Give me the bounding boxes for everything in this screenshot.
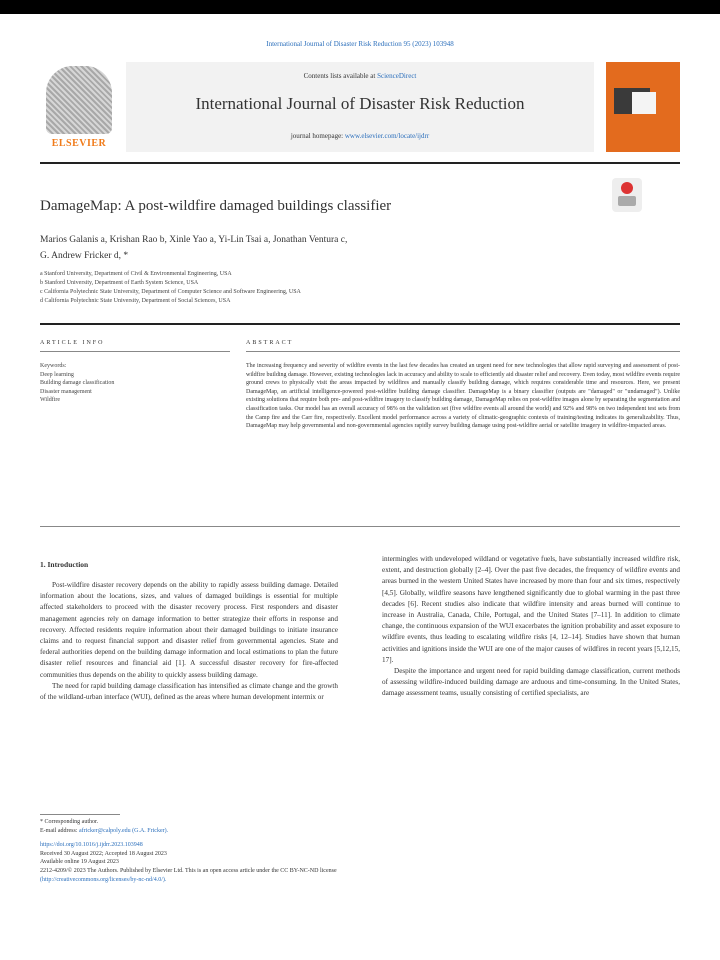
body-paragraph: The need for rapid building damage classification has intensified as climate change and the growth of the wildland-urban interface (WUI), defined as the areas where human development intermix or	[40, 681, 338, 702]
authors-line-2: G. Andrew Fricker d, *	[40, 251, 129, 261]
journal-reference-link[interactable]: International Journal of Disaster Risk Reduction 95 (2023) 103948	[266, 40, 454, 48]
abstract-heading: ABSTRACT	[246, 340, 294, 346]
body-column-right	[382, 554, 680, 788]
email-label: E-mail address:	[40, 827, 79, 834]
body-paragraph: intermingles with undeveloped wildland or vegetative fuels, have substantially increased wildfire risk, extent, and destruction globally [2–4]. Over the past five decades, the frequency of wildfire events and areas burned in the western United States have increased by more than four and six times, respectively [4,5]. Globally, wildfire seasons have lengthened significantly due to global warming in the past three decades [6]. Recent studies also indicate that wildfire intensity and areas burned will continue to increase in Australia, Canada, Chile, Portugal, and the United States [7–11]. In addition to climate change, the continuous expansion of the WUI exacerbates the ignition probability and asset exposure to wildfire events, thus leading to escalating wildfire risks [4, 12–14]. Studies have shown that human activities and ignitions inside the WUI are one of the major causes of wildfires in recent years [5,12,15, 17].	[382, 555, 680, 664]
keyword-item: Building damage classification	[40, 380, 115, 386]
received-accepted-line: Received 30 August 2022; Accepted 18 August 2023	[40, 850, 167, 857]
footnote-rule	[40, 814, 120, 815]
article-info-heading: ARTICLE INFO	[40, 340, 105, 346]
authors-line-1: Marios Galanis a, Krishan Rao b, Xinle Yao a, Yi-Lin Tsai a, Jonathan Ventura c,	[40, 235, 348, 245]
article-info-rule	[40, 351, 230, 352]
keywords-label: Keywords:	[40, 363, 67, 369]
check-for-updates-icon[interactable]	[612, 178, 642, 212]
corresponding-author-note: * Corresponding author.	[40, 819, 99, 825]
author-list	[40, 232, 540, 264]
affiliation-a: a Stanford University, Department of Civil & Environmental Engineering, USA	[40, 271, 232, 277]
journal-title: International Journal of Disaster Risk Reduction	[195, 94, 525, 113]
article-title: DamageMap: A post-wildfire damaged buildings classifier	[40, 198, 392, 214]
section-title-introduction: 1. Introduction	[40, 560, 89, 569]
check-updates-badge-bottom	[618, 196, 636, 206]
journal-cover-image[interactable]	[606, 62, 680, 152]
affiliations	[40, 270, 560, 306]
homepage-prefix: journal homepage:	[290, 132, 345, 140]
body-paragraph: Post-wildfire disaster recovery depends on the ability to rapidly assess building damage. Detailed information about the locations, sizes, and values of damaged buildings is essential for multiple affected stakeholders to proceed with the disaster recovery process. First responders and disaster management agencies rely on damage information to better strategize their efforts in response and recovery. Affected residents require information about their damaged buildings to initiate insurance claims and to request financial support and disaster relief from governmental agencies. State and federal authorities depend on the building damage information and local estimations to plan the future disaster relief resources and financial aid [1]. A successful disaster recovery for fire-affected communities thus depends on the ability to quickly assess building damage.	[40, 581, 338, 679]
contents-prefix: Contents lists available at	[303, 72, 378, 80]
top-black-bar	[0, 0, 720, 14]
elsevier-tree-icon	[46, 66, 112, 134]
publisher-name: ELSEVIER	[51, 138, 107, 149]
journal-homepage-line	[126, 132, 594, 140]
body-paragraph: Despite the importance and urgent need for rapid building damage classification, current methods of assessing wildfire-induced building damage are arduous and time-consuming. In the United States, damage assessment teams, usually consisting of certified specialists, are	[382, 667, 680, 698]
license-link[interactable]: (http://creativecommons.org/licenses/by-nc-nd/4.0/).	[40, 876, 167, 883]
affiliation-c: c California Polytechnic State University, Department of Computer Science and Software Engineering, USA	[40, 289, 301, 295]
header-divider	[40, 162, 680, 164]
journal-homepage-link[interactable]: www.elsevier.com/locate/ijdrr	[344, 132, 430, 140]
cover-graphic-light	[632, 92, 656, 114]
elsevier-logo[interactable]	[40, 64, 118, 152]
email-line	[40, 827, 680, 836]
doi-link[interactable]: https://doi.org/10.1016/j.ijdrr.2023.103948	[40, 842, 143, 849]
affiliation-b: b Stanford University, Department of Earth System Science, USA	[40, 280, 199, 286]
contents-line	[126, 72, 594, 80]
keywords-list	[40, 362, 230, 405]
abstract-divider	[40, 526, 680, 527]
affiliations-divider	[40, 323, 680, 325]
keyword-item: Deep learning	[40, 371, 74, 378]
journal-banner	[126, 62, 594, 152]
affiliation-d: d California Polytechnic State University, Department of Social Sciences, USA	[40, 298, 231, 304]
check-updates-badge-top	[621, 182, 633, 194]
abstract-rule	[246, 351, 680, 352]
journal-header	[40, 62, 680, 154]
keyword-item: Disaster management	[40, 388, 92, 395]
sciencedirect-link[interactable]: ScienceDirect	[377, 72, 417, 80]
footnotes	[40, 818, 680, 884]
available-online-line: Available online 19 August 2023	[40, 859, 119, 866]
email-link[interactable]: africker@calpoly.edu (G.A. Fricker).	[79, 827, 169, 834]
keyword-item: Wildfire	[40, 397, 61, 403]
body-column-left	[40, 580, 338, 788]
copyright-line: 2212-4209/© 2023 The Authors. Published by Elsevier Ltd. This is an open access article under the CC BY-NC-ND license	[40, 867, 337, 874]
abstract-text: The increasing frequency and severity of wildfire events in the last few decades has created an urgent need for new technologies that allow rapid surveying and assessment of post-wildfire building damage. However, existing technologies lack in accuracy and ability to scale to efficiently aid disaster relief and recovery. Even today, most wildfire events require ground crews to physically visit the areas impacted by wildfires and manually classify building damage, which requires considerable time and resources. Here, we present DamageMap, an artificial intelligence-powered post-wildfire building damage classifier. DamageMap is a binary classifier (outputs are "damaged" or "undamaged"). Unlike existing solutions that require both pre- and post-wildfire imagery to classify building damage, DamageMap relies on post-wildfire images alone by separating the segmentation and classification tasks. Our model has an overall accuracy of 98% on the validation set (five wildfire events all around the world) and 92% and 98% on two independent test sets from the Camp fire and the Carr fire, respectively. Excellent model performance across a variety of climatic-geographic contexts of training/testing indicates its generalizability. Thus, DamageMap may help governmental and non-governmental agencies rapidly survey building damage using post-wildfire aerial or satellite imagery in wildfire-impacted areas.	[246, 363, 680, 430]
